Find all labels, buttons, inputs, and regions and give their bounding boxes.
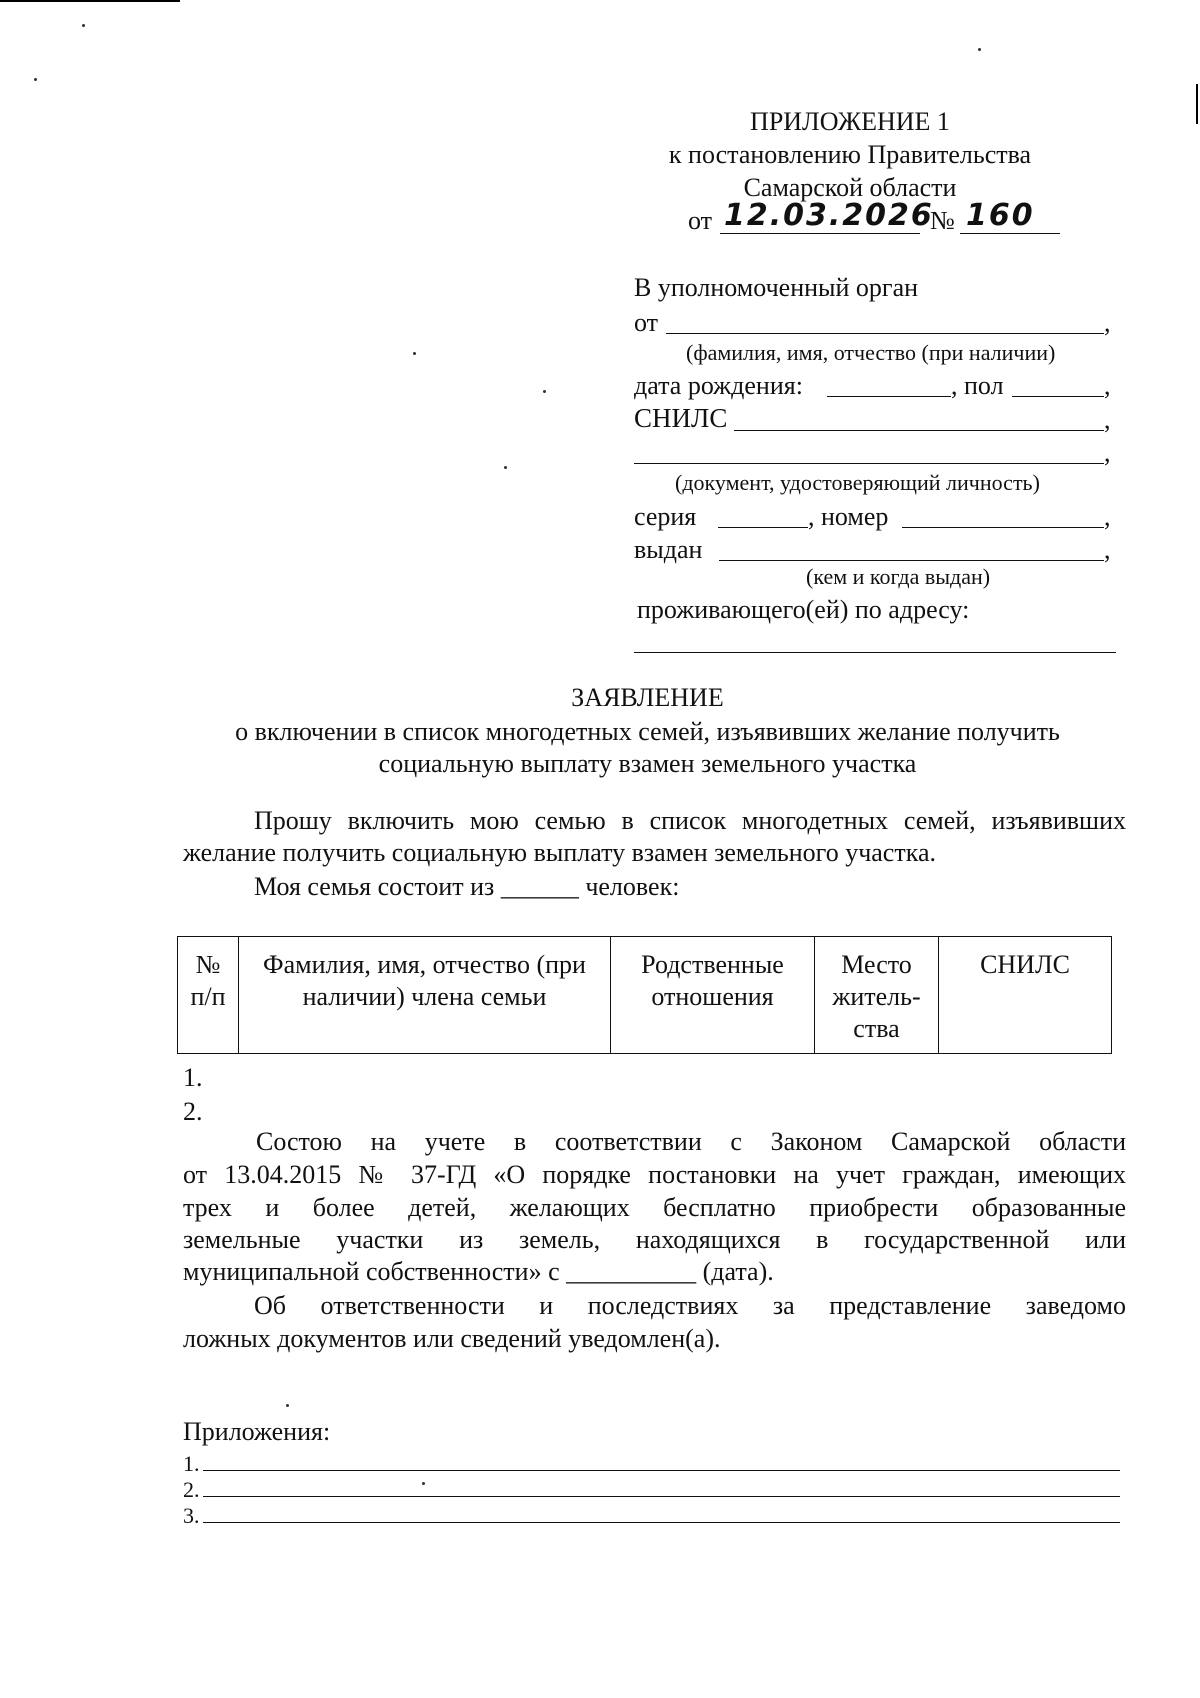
scan-speck	[504, 466, 507, 469]
number-label: , номер	[808, 502, 889, 531]
appendix-number-handwritten: 160	[966, 198, 1035, 233]
appendix-date-line	[720, 233, 920, 234]
appendix-region: Самарской области	[743, 173, 957, 202]
birth-line	[827, 396, 951, 397]
attachment-2-line	[203, 1496, 1120, 1497]
scan-speck	[34, 78, 37, 81]
col-fio: Фамилия, имя, отчество (при наличии) члена семьи	[239, 937, 611, 1054]
registration-line-3: трех и более детей, желающих бесплатно приобрести образованные	[183, 1193, 1126, 1222]
registration-line-2: от 13.04.2015 № 37-ГД «О порядке постановки на учет граждан, имеющих	[183, 1160, 1126, 1189]
responsibility-line-1: Об ответственности и последствиях за представление заведомо	[254, 1291, 1126, 1320]
scan-edge-right	[1196, 84, 1198, 124]
issued-hint: (кем и когда выдан)	[806, 564, 991, 589]
attachment-2-label: 2.	[183, 1477, 200, 1502]
table-row-2: 2.	[183, 1097, 203, 1126]
scan-speck	[286, 1404, 289, 1407]
appendix-number-prefix: №	[930, 206, 955, 235]
appendix-number-line	[960, 233, 1060, 234]
registration-line-5: муниципальной собственности» с __________ (дата).	[183, 1257, 774, 1286]
birth-label: дата рождения:	[634, 371, 803, 400]
family-count-text	[254, 871, 679, 903]
number-line	[902, 527, 1104, 528]
col-snils: СНИЛС	[939, 937, 1112, 1054]
issued-label: выдан	[634, 535, 703, 564]
comma: ,	[1104, 308, 1111, 337]
attachment-3-label: 3.	[183, 1503, 200, 1528]
statement-subtitle-1: о включении в список многодетных семей, изъявивших желание получить	[235, 717, 1060, 746]
scan-speck	[413, 352, 416, 355]
doc-hint: (документ, удостоверяющий личность)	[675, 470, 1040, 495]
scan-speck	[422, 1482, 425, 1485]
statement-subtitle-2: социальную выплату взамен земельного участка	[378, 749, 917, 778]
registration-line-4: земельные участки из земель, находящихся в государственной или	[183, 1225, 1126, 1254]
comma: ,	[1104, 502, 1111, 531]
address-label: проживающего(ей) по адресу:	[637, 595, 970, 624]
col-relation: Родственные отношения	[611, 937, 815, 1054]
attachment-1-line	[203, 1470, 1120, 1471]
doc-line	[634, 463, 1104, 464]
appendix-decree: к постановлению Правительства	[668, 140, 1032, 169]
scan-speck	[543, 390, 546, 393]
scan-edge-top	[0, 0, 180, 2]
scan-speck	[978, 48, 981, 51]
addressee-to: В уполномоченный орган	[634, 273, 919, 302]
request-line-1: Прошу включить мою семью в список многодетных семей, изъявивших	[254, 806, 1126, 835]
comma: ,	[1104, 535, 1111, 564]
from-label: от	[634, 308, 659, 337]
from-line	[666, 333, 1104, 334]
col-residence: Место житель-ства	[815, 937, 939, 1054]
address-line	[634, 652, 1116, 653]
appendix-title: ПРИЛОЖЕНИЕ 1	[750, 107, 950, 136]
snils-line	[734, 430, 1104, 431]
appendix-date-handwritten: 12.03.2026	[724, 198, 934, 233]
request-line-2: желание получить социальную выплату взамен земельного участка.	[183, 838, 936, 867]
responsibility-line-2: ложных документов или сведений уведомлен(а).	[183, 1324, 721, 1353]
comma: ,	[1104, 371, 1111, 400]
family-members-table	[177, 936, 1112, 1054]
table-row-1: 1.	[183, 1063, 203, 1092]
attachments-title: Приложения:	[183, 1417, 331, 1446]
family-count-prefix: Моя семья состоит из	[254, 872, 495, 901]
attachment-1-label: 1.	[183, 1451, 200, 1476]
registration-line-1: Состою на учете в соответствии с Законом Самарской области	[256, 1127, 1126, 1156]
issued-line	[719, 560, 1104, 561]
attachment-3-line	[203, 1522, 1120, 1523]
snils-label: СНИЛС	[634, 403, 728, 433]
series-label: серия	[634, 502, 697, 531]
gender-line	[1012, 396, 1104, 397]
appendix-date-prefix: от	[688, 206, 713, 235]
comma: ,	[1104, 438, 1111, 467]
comma: ,	[1104, 405, 1111, 434]
family-count-blank: ______	[500, 872, 579, 901]
series-line	[718, 527, 808, 528]
gender-label: , пол	[951, 371, 1004, 400]
family-count-suffix: человек:	[585, 872, 680, 901]
col-number: № п/п	[178, 937, 239, 1054]
statement-title: ЗАЯВЛЕНИЕ	[571, 683, 724, 712]
table-header-row	[178, 937, 1112, 1054]
scan-speck	[82, 24, 85, 27]
fio-hint: (фамилия, имя, отчество (при наличии)	[686, 340, 1056, 365]
